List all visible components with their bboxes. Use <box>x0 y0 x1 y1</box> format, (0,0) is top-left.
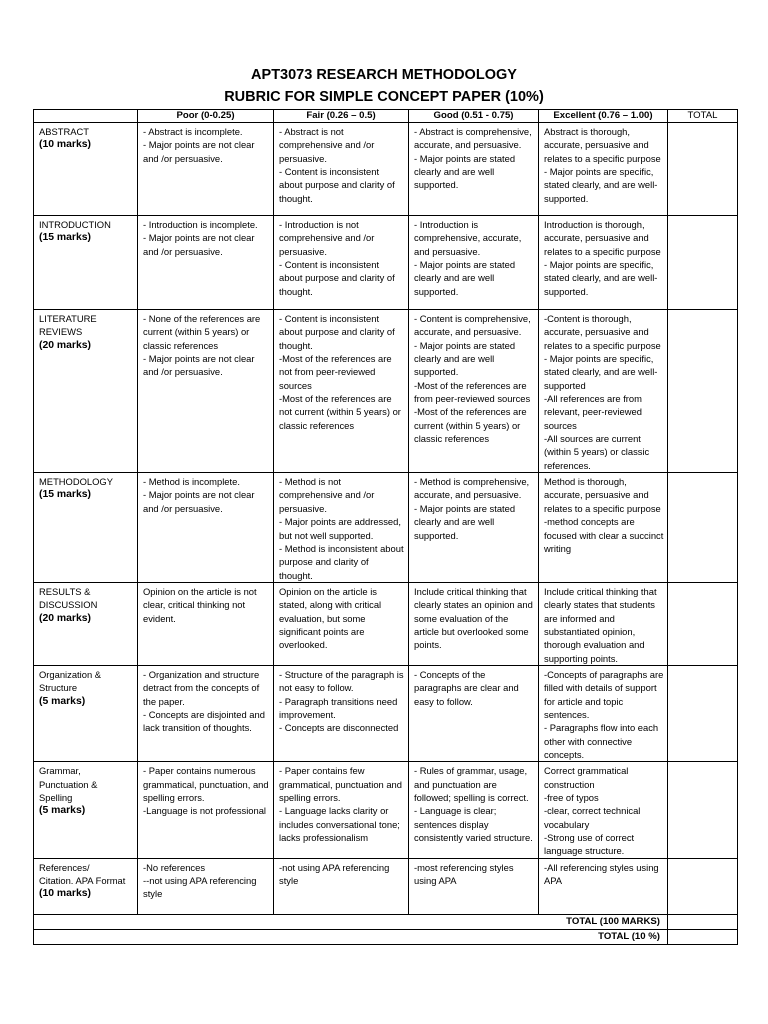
rubric-row <box>34 310 738 473</box>
poor-descriptor: - Paper contains numerous grammatical, punctuation, and spelling errors. -Language is not professional <box>138 762 274 858</box>
course-title: APT3073 RESEARCH METHODOLOGY <box>251 67 517 83</box>
criterion-cell <box>34 473 138 583</box>
poor-descriptor: - Method is incomplete. - Major points are not clear and /or persuasive. <box>138 473 274 583</box>
criterion-cell <box>34 665 138 761</box>
criterion-cell <box>34 582 138 665</box>
fair-descriptor: - Paper contains few grammatical, punctuation and spelling errors. - Language lacks clarity or includes conversational tone; lacks professionalism <box>274 762 409 858</box>
poor-descriptor: - Introduction is incomplete. - Major points are not clear and /or persuasive. <box>138 216 274 310</box>
rubric-title: RUBRIC FOR SIMPLE CONCEPT PAPER (10%) <box>224 89 544 105</box>
criterion-cell <box>34 310 138 473</box>
criterion-cell <box>34 762 138 858</box>
fair-descriptor: - Content is inconsistent about purpose and clarity of thought. -Most of the references are not from peer-reviewed sources -Most of the references are not current (within 5 years) or classic references <box>274 310 409 473</box>
criterion-marks: (5 marks) <box>39 695 86 707</box>
good-descriptor: - Concepts of the paragraphs are clear and easy to follow. <box>409 665 539 761</box>
header-poor: Poor (0-0.25) <box>138 110 274 123</box>
excellent-descriptor: -All referencing styles using APA <box>539 858 668 914</box>
good-descriptor: -most referencing styles using APA <box>409 858 539 914</box>
poor-descriptor: - Organization and structure detract from the concepts of the paper. - Concepts are disjointed and lack transition of thoughts. <box>138 665 274 761</box>
fair-descriptor: - Introduction is not comprehensive and /or persuasive. - Content is inconsistent about purpose and clarity of thought. <box>274 216 409 310</box>
rubric-row <box>34 858 738 914</box>
header-fair: Fair (0.26 – 0.5) <box>274 110 409 123</box>
excellent-descriptor: Include critical thinking that clearly states that students are informed and substantiated opinion, thorough evaluation and supporting points. <box>539 582 668 665</box>
criterion-marks: (15 marks) <box>39 489 91 501</box>
rubric-table <box>33 109 738 945</box>
header-blank <box>34 110 138 123</box>
excellent-descriptor: Correct grammatical construction -free of typos -clear, correct technical vocabulary -Strong use of correct language structure. <box>539 762 668 858</box>
total-score-cell <box>668 762 738 858</box>
total-percent-label: TOTAL (10 %) <box>34 929 668 944</box>
document-title <box>0 64 768 108</box>
criterion-cell <box>34 858 138 914</box>
total-score-cell <box>668 123 738 216</box>
excellent-descriptor: Abstract is thorough, accurate, persuasive and relates to a specific purpose - Major points are specific, stated clearly, and are well-supported. <box>539 123 668 216</box>
poor-descriptor: -No references --not using APA referencing style <box>138 858 274 914</box>
criterion-name: LITERATURE REVIEWS <box>39 313 97 338</box>
fair-descriptor: - Structure of the paragraph is not easy to follow. - Paragraph transitions need improvement. - Concepts are disconnected <box>274 665 409 761</box>
criterion-marks: (15 marks) <box>39 232 91 244</box>
good-descriptor: - Introduction is comprehensive, accurate, and persuasive. - Major points are stated clearly and are well supported. <box>409 216 539 310</box>
good-descriptor: - Method is comprehensive, accurate, and persuasive. - Major points are stated clearly and are well supported. <box>409 473 539 583</box>
criterion-marks: (20 marks) <box>39 612 91 624</box>
poor-descriptor: - Abstract is incomplete. - Major points are not clear and /or persuasive. <box>138 123 274 216</box>
poor-descriptor: Opinion on the article is not clear, critical thinking not evident. <box>138 582 274 665</box>
header-good: Good (0.51 - 0.75) <box>409 110 539 123</box>
criterion-marks: (10 marks) <box>39 139 91 151</box>
criterion-marks: (10 marks) <box>39 888 91 900</box>
good-descriptor: - Content is comprehensive, accurate, and persuasive. - Major points are stated clearly and are well supported. -Most of the references are from peer-reviewed sources -Most of the references are current (within 5 years) or classic references <box>409 310 539 473</box>
total-score-cell <box>668 310 738 473</box>
excellent-descriptor: Method is thorough, accurate, persuasive and relates to a specific purpose -method concepts are focused with clear a succinct writing <box>539 473 668 583</box>
poor-descriptor: - None of the references are current (within 5 years) or classic references - Major points are not clear and /or persuasive. <box>138 310 274 473</box>
criterion-marks: (5 marks) <box>39 805 86 817</box>
criterion-cell <box>34 123 138 216</box>
total-score-cell <box>668 216 738 310</box>
total-score-cell <box>668 665 738 761</box>
total-percent-value <box>668 929 738 944</box>
total-score-cell <box>668 582 738 665</box>
criterion-name: INTRODUCTION <box>39 219 111 230</box>
fair-descriptor: -not using APA referencing style <box>274 858 409 914</box>
criterion-name: Organization & Structure <box>39 668 102 694</box>
rubric-row <box>34 123 738 216</box>
excellent-descriptor: -Content is thorough, accurate, persuasive and relates to a specific purpose - Major points are specific, stated clearly, and are well-supported -All references are from relevant, peer-reviewed sources -All sources are current (within 5 years) or classic references. <box>539 310 668 473</box>
criterion-name: References/ Citation. APA Format <box>39 861 126 887</box>
criterion-name: Grammar, Punctuation & Spelling <box>39 765 98 804</box>
header-total: TOTAL <box>668 110 738 123</box>
total-score-cell <box>668 473 738 583</box>
rubric-row <box>34 665 738 761</box>
criterion-cell <box>34 216 138 310</box>
total-percent-row <box>34 929 738 944</box>
criterion-name: RESULTS & DISCUSSION <box>39 585 98 611</box>
good-descriptor: Include critical thinking that clearly states an opinion and some evaluation of the article but overlooked some points. <box>409 582 539 665</box>
rubric-row <box>34 582 738 665</box>
total-marks-value <box>668 914 738 929</box>
rubric-header-row <box>34 110 738 123</box>
excellent-descriptor: Introduction is thorough, accurate, persuasive and relates to a specific purpose - Major points are specific, stated clearly, and are well-supported. <box>539 216 668 310</box>
rubric-row <box>34 473 738 583</box>
header-excellent: Excellent (0.76 – 1.00) <box>539 110 668 123</box>
rubric-row <box>34 216 738 310</box>
excellent-descriptor: -Concepts of paragraphs are filled with details of support for article and topic sentences. - Paragraphs flow into each other with connective concepts. <box>539 665 668 761</box>
criterion-name: METHODOLOGY <box>39 476 113 488</box>
criterion-marks: (20 marks) <box>39 339 91 351</box>
fair-descriptor: Opinion on the article is stated, along with critical evaluation, but some significant points are overlooked. <box>274 582 409 665</box>
good-descriptor: - Abstract is comprehensive, accurate, and persuasive. - Major points are stated clearly and are well supported. <box>409 123 539 216</box>
rubric-row <box>34 762 738 858</box>
good-descriptor: - Rules of grammar, usage, and punctuation are followed; spelling is correct. - Language is clear; sentences display consistently varied structure. <box>409 762 539 858</box>
total-marks-row <box>34 914 738 929</box>
fair-descriptor: - Abstract is not comprehensive and /or persuasive. - Content is inconsistent about purpose and clarity of thought. <box>274 123 409 216</box>
total-marks-label: TOTAL (100 MARKS) <box>34 914 668 929</box>
fair-descriptor: - Method is not comprehensive and /or persuasive. - Major points are addressed, but not well supported. - Method is inconsistent about purpose and clarity of thought. <box>274 473 409 583</box>
total-score-cell <box>668 858 738 914</box>
criterion-name: ABSTRACT <box>39 126 90 137</box>
